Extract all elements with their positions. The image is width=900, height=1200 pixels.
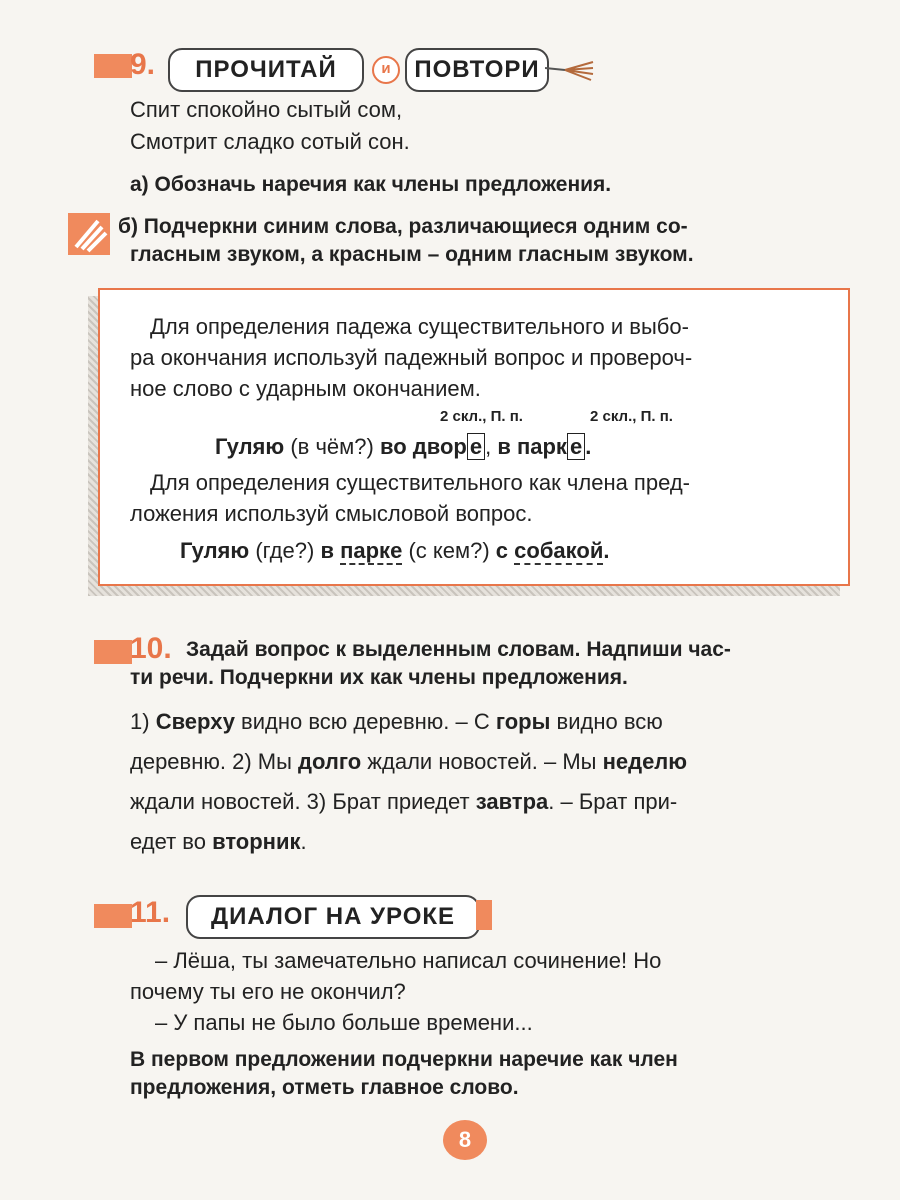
task11-instr-1: В первом предложении подчеркни наречие как член: [130, 1048, 678, 1071]
rule-p1-line-3: ное слово с ударным окончанием.: [130, 376, 481, 401]
task-number: 10.: [130, 632, 172, 665]
badge-repeat: ПОВТОРИ: [405, 48, 549, 92]
task10-instr-1: Задай вопрос к выделенным словам. Надпиши час-: [186, 638, 731, 661]
poem-line-2: Смотрит сладко сотый сон.: [130, 129, 410, 154]
rule-p2-line-1: Для определения существительного как члена пред-: [150, 470, 690, 495]
task10-line-3: ждали новостей. 3) Брат приедет завтра. – Брат при-: [130, 789, 678, 814]
task11-instr-2: предложения, отметь главное слово.: [130, 1076, 519, 1099]
task9-a: а) Обозначь наречия как члены предложения.: [130, 173, 612, 196]
connector-circle: и: [372, 56, 400, 84]
rule-p1-line-2: ра окончания используй падежный вопрос и провероч-: [130, 345, 693, 370]
task10-line-4: едет во вторник.: [130, 829, 307, 854]
task-number: 11.: [130, 896, 171, 929]
poem-line-1: Спит спокойно сытый сом,: [130, 97, 403, 122]
rule-p1-line-1: Для определения падежа существительного и выбо-: [150, 314, 689, 339]
dialog-line-3: – У папы не было больше времени...: [155, 1010, 533, 1035]
rule-example-2: Гуляю (где?) в парке (с кем?) с собакой.: [180, 538, 610, 563]
tassel-icon: [545, 58, 595, 88]
pencils-icon: [68, 213, 110, 255]
ending-box: е: [467, 433, 485, 460]
rule-example-1: Гуляю (в чём?) во двор е , в парк е .: [215, 434, 592, 459]
dialog-line-1: – Лёша, ты замечательно написал сочинение! Но: [155, 948, 662, 973]
badge-read: ПРОЧИТАЙ: [168, 48, 364, 92]
ending-box: е: [567, 433, 585, 460]
task9-b-line-1: б) Подчеркни синим слова, различающиеся одним со-: [118, 215, 688, 238]
rule-p2-line-2: ложения используй смысловой вопрос.: [130, 501, 533, 526]
task9-b-line-2: гласным звуком, а красным – одним гласным звуком.: [130, 243, 694, 266]
task-number: 9.: [130, 48, 156, 81]
task10-line-1: 1) Сверху видно всю деревню. – С горы видно всю: [130, 709, 663, 734]
badge-dialog: ДИАЛОГ НА УРОКЕ: [186, 895, 480, 939]
page-number: 8: [443, 1120, 487, 1160]
dialog-line-2: почему ты его не окончил?: [130, 979, 406, 1004]
task10-instr-2: ти речи. Подчеркни их как члены предложения.: [130, 666, 628, 689]
case-note-2: 2 скл., П. п.: [590, 408, 673, 425]
case-note-1: 2 скл., П. п.: [440, 408, 523, 425]
task-marker: [94, 54, 132, 78]
task10-line-2: деревню. 2) Мы долго ждали новостей. – Мы неделю: [130, 749, 688, 774]
task-marker: [94, 904, 132, 928]
badge-tail: [476, 900, 492, 930]
task-marker: [94, 640, 132, 664]
